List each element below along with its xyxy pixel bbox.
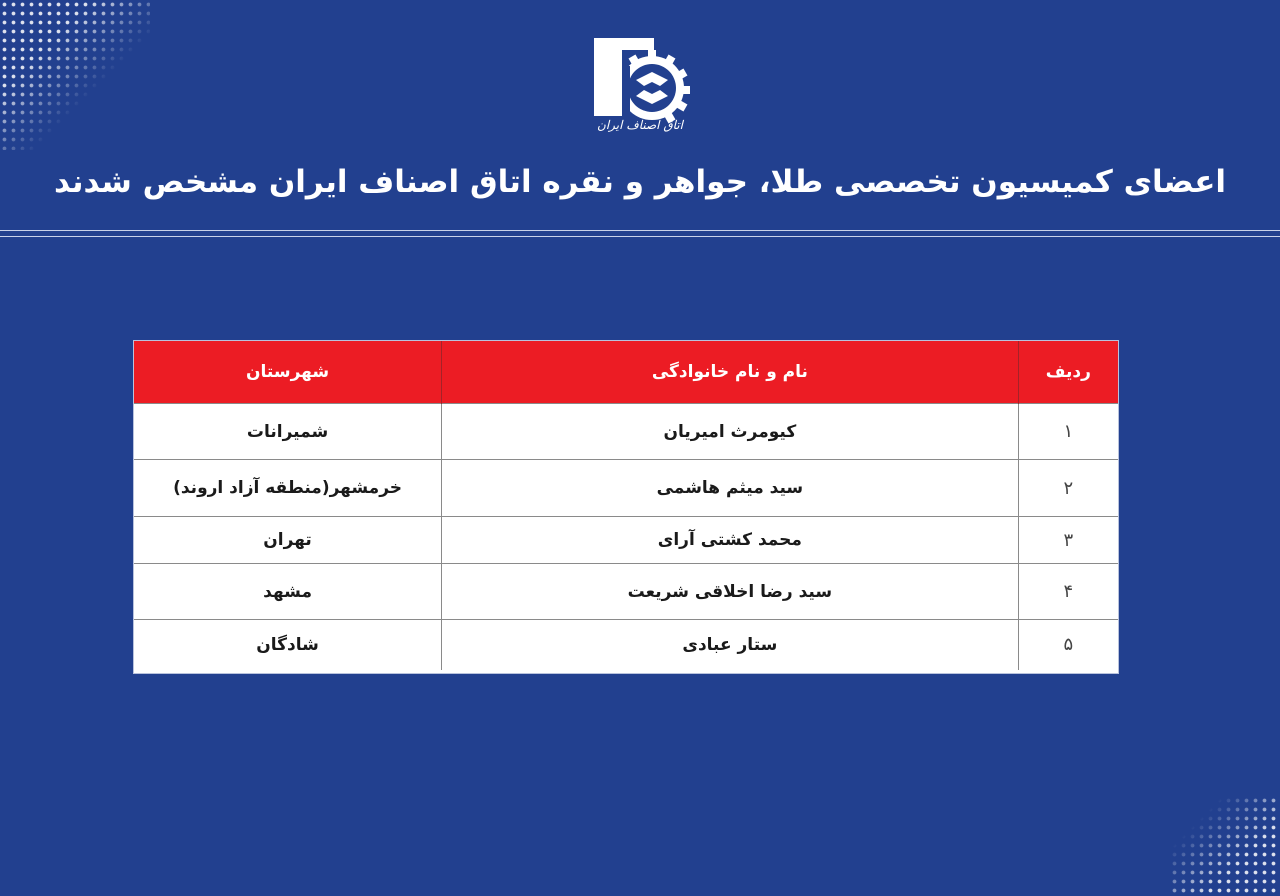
city-cell: تهران	[134, 517, 442, 564]
divider-line	[0, 230, 1280, 231]
divider-line	[0, 236, 1280, 237]
page-title: اعضای کمیسیون تخصصی طلا، جواهر و نقره اتاق اصناف ایران مشخص شدند	[53, 164, 1227, 200]
table-row	[134, 460, 1118, 517]
header-city: شهرستان	[134, 341, 442, 404]
row-number-cell: ۳	[1018, 517, 1118, 564]
city-cell: شادگان	[134, 620, 442, 670]
members-table	[134, 341, 1118, 670]
table-row	[134, 620, 1118, 670]
logo-caption: اتاق اصناف ایران	[597, 118, 683, 132]
row-number-cell: ۱	[1018, 404, 1118, 460]
row-number-cell: ۵	[1018, 620, 1118, 670]
city-cell: مشهد	[134, 564, 442, 620]
name-cell: سید میثم هاشمی	[442, 460, 1018, 517]
row-number-cell: ۲	[1018, 460, 1118, 517]
name-cell: سید رضا اخلاقی شریعت	[442, 564, 1018, 620]
table-header-row	[134, 341, 1118, 404]
table-row	[134, 564, 1118, 620]
city-cell: شمیرانات	[134, 404, 442, 460]
dot-pattern-top-left	[0, 0, 150, 150]
row-number-cell: ۴	[1018, 564, 1118, 620]
members-table-container	[133, 340, 1119, 674]
table-row	[134, 517, 1118, 564]
name-cell: ستار عبادی	[442, 620, 1018, 670]
name-cell: محمد کشتی آرای	[442, 517, 1018, 564]
header-full-name: نام و نام خانوادگی	[442, 341, 1018, 404]
city-cell: خرمشهر(منطقه آزاد اروند)	[134, 460, 442, 517]
header-row-number: ردیف	[1018, 341, 1118, 404]
table-row	[134, 404, 1118, 460]
dot-pattern-bottom-right	[1170, 796, 1280, 896]
name-cell: کیومرث امیریان	[442, 404, 1018, 460]
